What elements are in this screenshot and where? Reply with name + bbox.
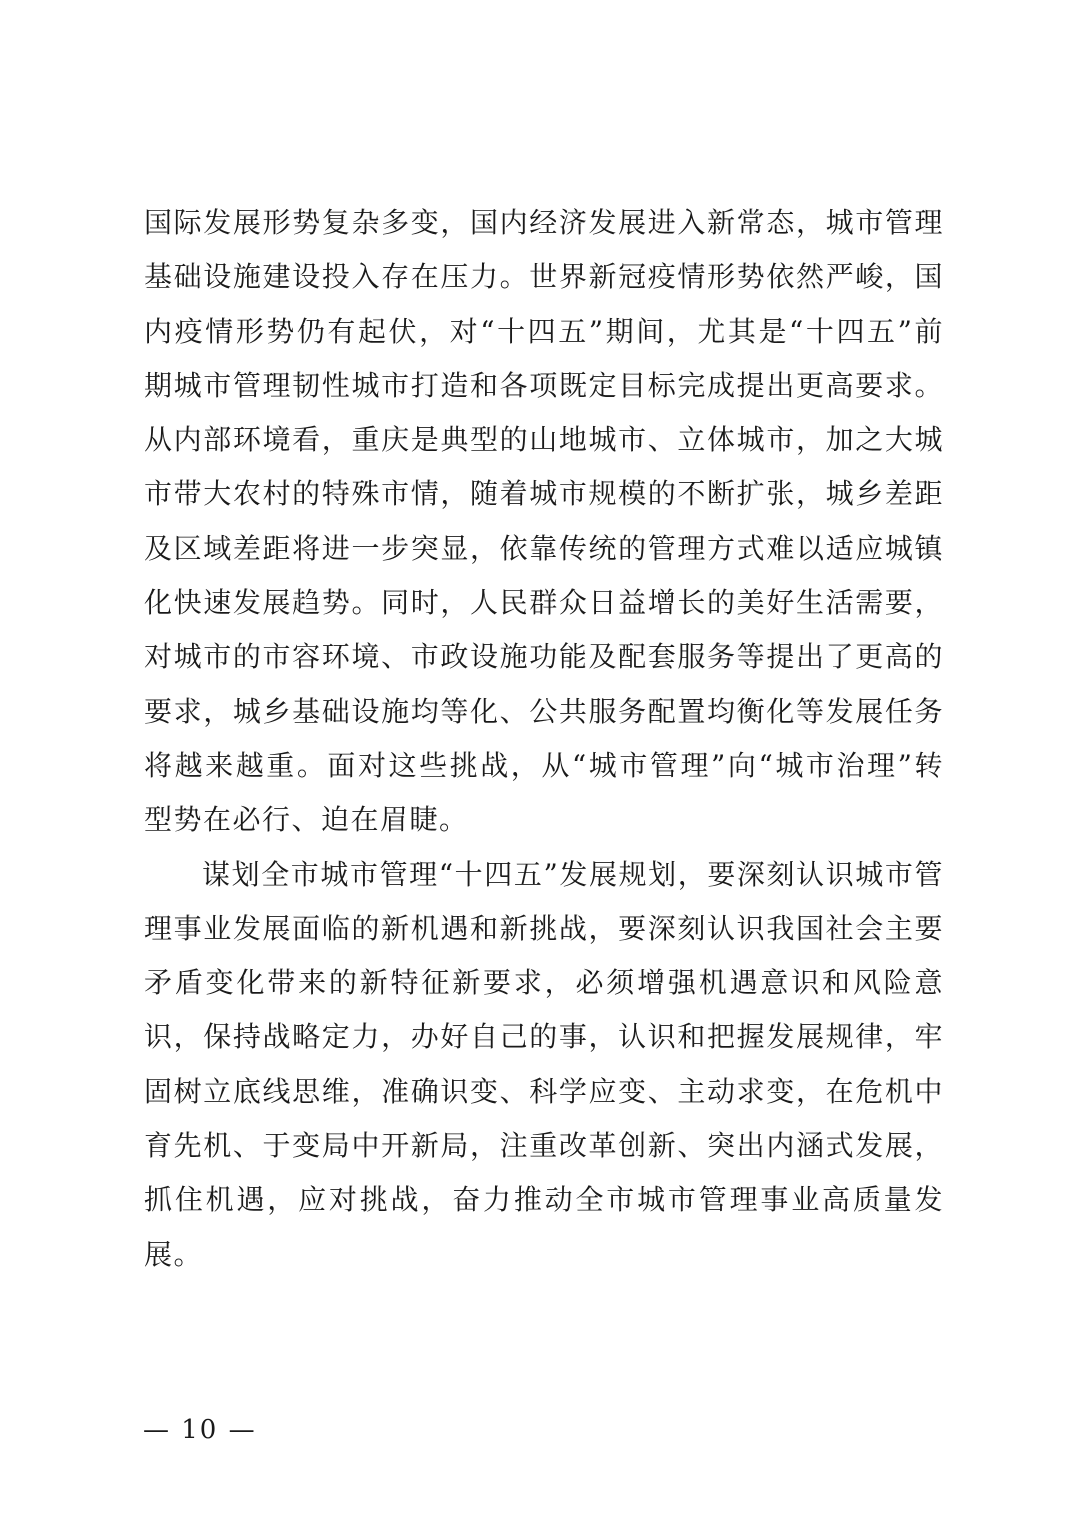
paragraph-2: 谋划全市城市管理“十四五”发展规划，要深刻认识城市管理事业发展面临的新机遇和新挑战，要深刻认识我国社会主要矛盾变化带来的新特征新要求，必须增强机遇意识和风险意识，保持战略定力，办好自己的事，认识和把握发展规律，牢固树立底线思维，准确识变、科学应变、主动求变，在危机中育先机、于变局中开新局，注重改革创新、突出内涵式发展，抓住机遇，应对挑战，奋力推动全市城市管理事业高质量发展。 — [144, 857, 944, 1271]
body-text — [144, 196, 944, 1282]
paragraph-1: 国际发展形势复杂多变，国内经济发展进入新常态，城市管理基础设施建设投入存在压力。世界新冠疫情形势依然严峻，国内疫情形势仍有起伏，对“十四五”期间，尤其是“十四五”前期城市管理韧性城市打造和各项既定目标完成提出更高要求。从内部环境看，重庆是典型的山地城市、立体城市，加之大城市带大农村的特殊市情，随着城市规模的不断扩张，城乡差距及区域差距将进一步突显，依靠传统的管理方式难以适应城镇化快速发展趋势。同时，人民群众日益增长的美好生活需要，对城市的市容环境、市政设施功能及配套服务等提出了更高的要求，城乡基础设施均等化、公共服务配置均衡化等发展任务将越来越重。面对这些挑战，从“城市管理”向“城市治理”转型势在必行、迫在眉睫。 — [144, 206, 944, 837]
page-number: — 10 — — [143, 1415, 257, 1445]
